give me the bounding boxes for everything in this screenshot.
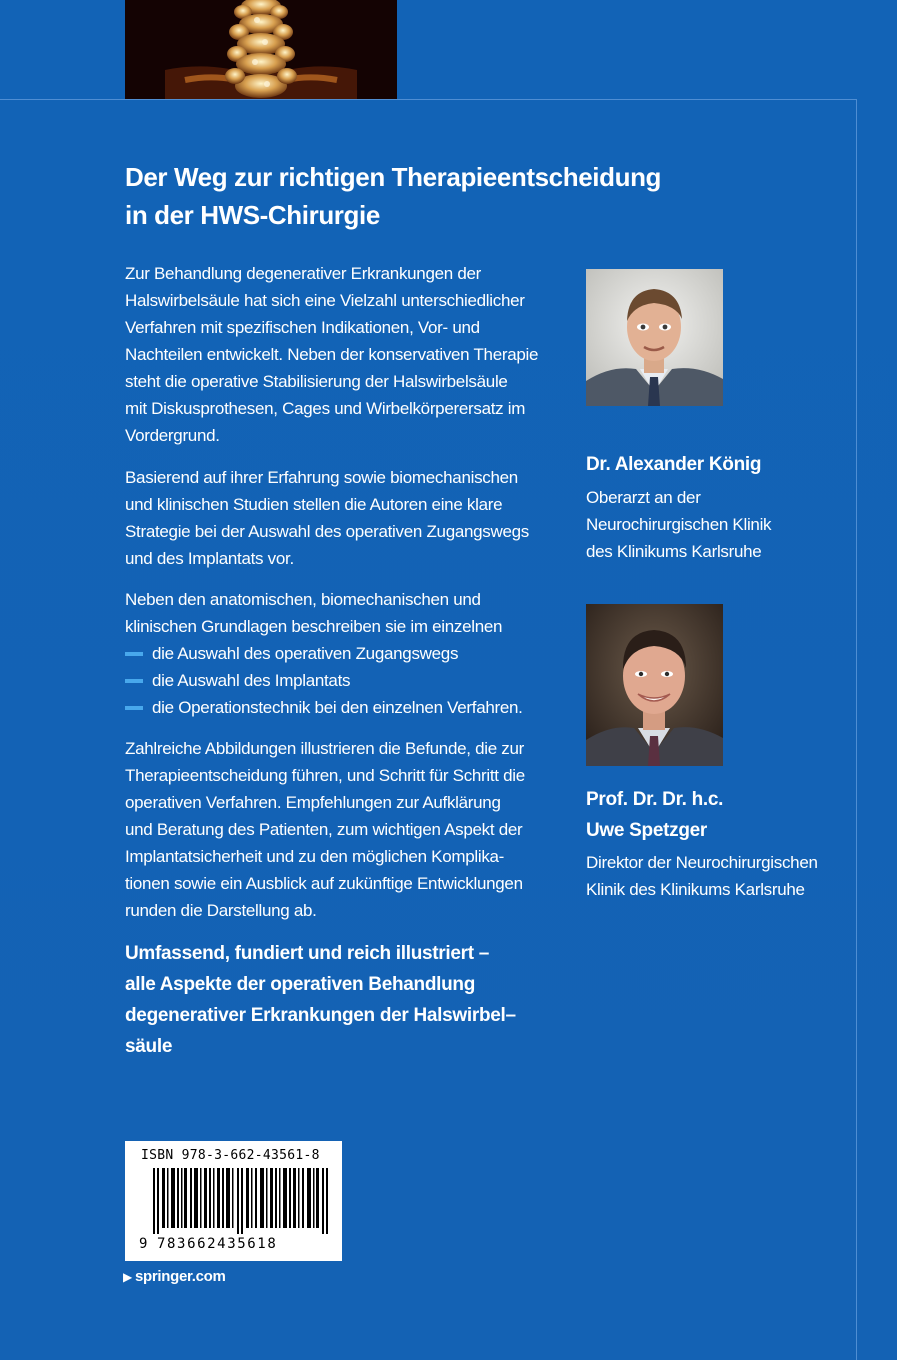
headline-line: in der HWS-Chirurgie (125, 200, 380, 230)
text-line: Zur Behandlung degenerativer Erkrankungen der (125, 264, 482, 283)
role-line: Klinik des Klinikums Karlsruhe (586, 880, 805, 899)
barcode-digits: 783662435618 (157, 1236, 278, 1252)
contents-bullet-list (125, 640, 565, 721)
role-line: des Klinikums Karlsruhe (586, 542, 762, 561)
text-line: und Beratung des Patienten, zum wichtigen Aspekt der (125, 820, 523, 839)
play-arrow-icon: ▶ (123, 1270, 132, 1284)
publisher-link[interactable] (123, 1268, 226, 1285)
text-line: tionen sowie ein Ausblick auf zukünftige Entwicklungen (125, 874, 523, 893)
strategy-paragraph (125, 464, 565, 572)
text-line: Nachteilen entwickelt. Neben der konservativen Therapie (125, 345, 539, 364)
illustrations-paragraph (125, 735, 565, 924)
role-line: Direktor der Neurochirurgischen (586, 853, 818, 872)
publisher-url: springer.com (134, 1268, 226, 1285)
author-photo-koenig (586, 269, 723, 406)
author-name-spetzger (586, 784, 723, 846)
isbn-label: ISBN 978-3-662-43561-8 (141, 1148, 320, 1163)
isbn-barcode (125, 1141, 342, 1261)
tagline-line: Umfassend, fundiert und reich illustriert – (125, 943, 490, 964)
bullet-text: die Operationstechnik bei den einzelnen Verfahren. (152, 698, 523, 717)
text-line: operativen Verfahren. Empfehlungen zur Aufklärung (125, 793, 501, 812)
name-line: Dr. Alexander König (586, 454, 762, 475)
text-line: steht die operative Stabilisierung der Halswirbelsäule (125, 372, 508, 391)
author-name-koenig (586, 449, 761, 480)
bullet-text: die Auswahl des operativen Zugangswegs (152, 644, 459, 663)
tagline-line: alle Aspekte der operativen Behandlung (125, 974, 476, 995)
headline-line: Der Weg zur richtigen Therapieentscheidung (125, 162, 662, 192)
author-photo-spetzger (586, 604, 723, 766)
tagline-line: säule (125, 1036, 173, 1057)
dash-bullet-icon (125, 706, 143, 710)
role-line: Neurochirurgischen Klinik (586, 515, 772, 534)
barcode-first-digit: 9 (139, 1236, 148, 1252)
text-line: und des Implantats vor. (125, 549, 294, 568)
intro-paragraph (125, 260, 565, 449)
text-line: Zahlreiche Abbildungen illustrieren die Befunde, die zur (125, 739, 525, 758)
dash-bullet-icon (125, 652, 143, 656)
bullet-item (125, 640, 565, 667)
text-line: Strategie bei der Auswahl des operativen Zugangswegs (125, 522, 529, 541)
tagline-line: degenerativer Erkrankungen der Halswirbel– (125, 1005, 516, 1026)
barcode-bars (153, 1168, 329, 1234)
text-line: Verfahren mit spezifischen Indikationen, Vor- und (125, 318, 480, 337)
name-line: Uwe Spetzger (586, 820, 707, 841)
bullet-item (125, 667, 565, 694)
text-line: Neben den anatomischen, biomechanischen und (125, 590, 481, 609)
text-line: Vordergrund. (125, 426, 220, 445)
author-role-koenig (586, 484, 771, 565)
text-line: klinischen Grundlagen beschreiben sie im einzelnen (125, 617, 503, 636)
bullet-text: die Auswahl des Implantats (152, 671, 351, 690)
spine-rendering-image (125, 0, 397, 99)
text-line: mit Diskusprothesen, Cages und Wirbelkörperersatz im (125, 399, 526, 418)
bullet-item (125, 694, 565, 721)
tagline (125, 938, 545, 1062)
text-line: Therapieentscheidung führen, und Schritt für Schritt die (125, 766, 525, 785)
role-line: Oberarzt an der (586, 488, 701, 507)
headline (125, 158, 745, 234)
author-role-spetzger (586, 849, 818, 903)
text-line: Implantatsicherheit und zu den möglichen Komplika- (125, 847, 505, 866)
contents-paragraph (125, 586, 565, 721)
text-line: Basierend auf ihrer Erfahrung sowie biomechanischen (125, 468, 518, 487)
text-line: Halswirbelsäule hat sich eine Vielzahl unterschiedlicher (125, 291, 525, 310)
text-line: runden die Darstellung ab. (125, 901, 317, 920)
dash-bullet-icon (125, 679, 143, 683)
name-line: Prof. Dr. Dr. h.c. (586, 789, 724, 810)
text-line: und klinischen Studien stellen die Autoren eine klare (125, 495, 503, 514)
